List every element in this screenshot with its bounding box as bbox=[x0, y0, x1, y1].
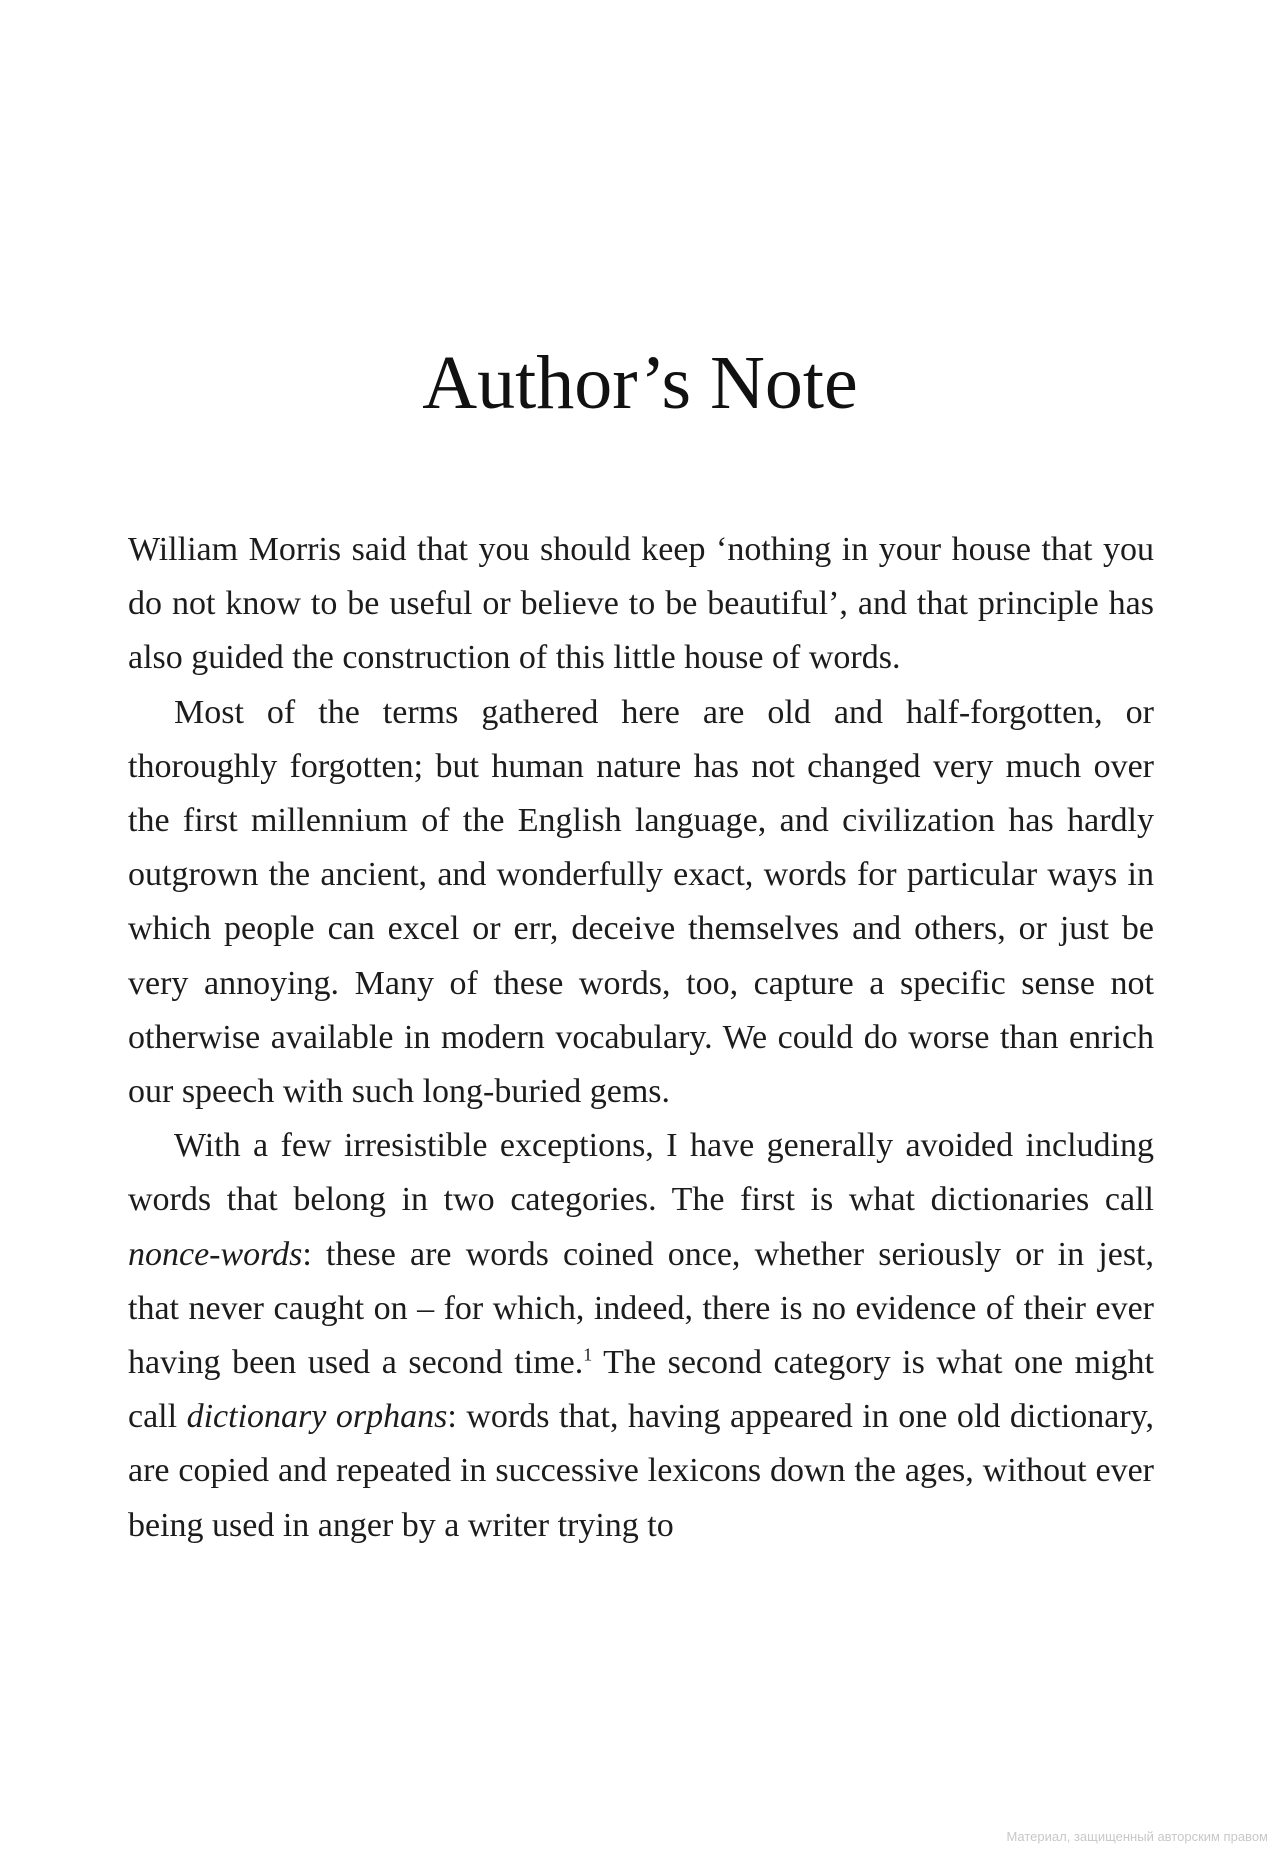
paragraph-1: William Morris said that you should keep ‘nothing in your house that you do not know to be useful or believe to be beautiful’, and that principle has also guided the construction of this little house of words. bbox=[128, 531, 1154, 677]
paragraph-2: Most of the terms gathered here are old and half-forgotten, or thoroughly forgotten; but human nature has not changed very much over the first millennium of the English language, and civilization has hardly outgrown the ancient, and wonderfully exact, words for particular ways in which people can excel or err, deceive themselves and others, or just be very annoying. Many of these words, too, capture a specific sense not otherwise available in modern vocabulary. We could do worse than enrich our speech with such long-buried gems. bbox=[128, 693, 1154, 1111]
paragraph-3-text-a: With a few irresistible exceptions, I have generally avoided including words that belong in two categories. The first is what dictionaries call bbox=[128, 1127, 1154, 1219]
body-text bbox=[128, 523, 1154, 1553]
paragraph-3-text-c: The second category is what one might call bbox=[128, 1344, 1154, 1436]
paragraph-3-text-d: : words that, having appeared in one old dictionary, are copied and repeated in successive lexicons down the ages, without ever being used in anger by a writer trying to bbox=[128, 1398, 1154, 1544]
copyright-watermark: Материал, защищенный авторским правом bbox=[1006, 1829, 1268, 1844]
term-dictionary-orphans: dictionary orphans bbox=[186, 1398, 448, 1436]
paragraph-3-text-b: : these are words coined once, whether seriously or in jest, that never caught on – for which, indeed, there is no evidence of their ever having been used a second time. bbox=[128, 1235, 1154, 1382]
term-nonce-words: nonce-words bbox=[128, 1235, 303, 1273]
paragraph-3 bbox=[128, 1119, 1154, 1553]
page-title: Author’s Note bbox=[422, 341, 858, 425]
footnote-ref[interactable]: 1 bbox=[583, 1344, 593, 1365]
